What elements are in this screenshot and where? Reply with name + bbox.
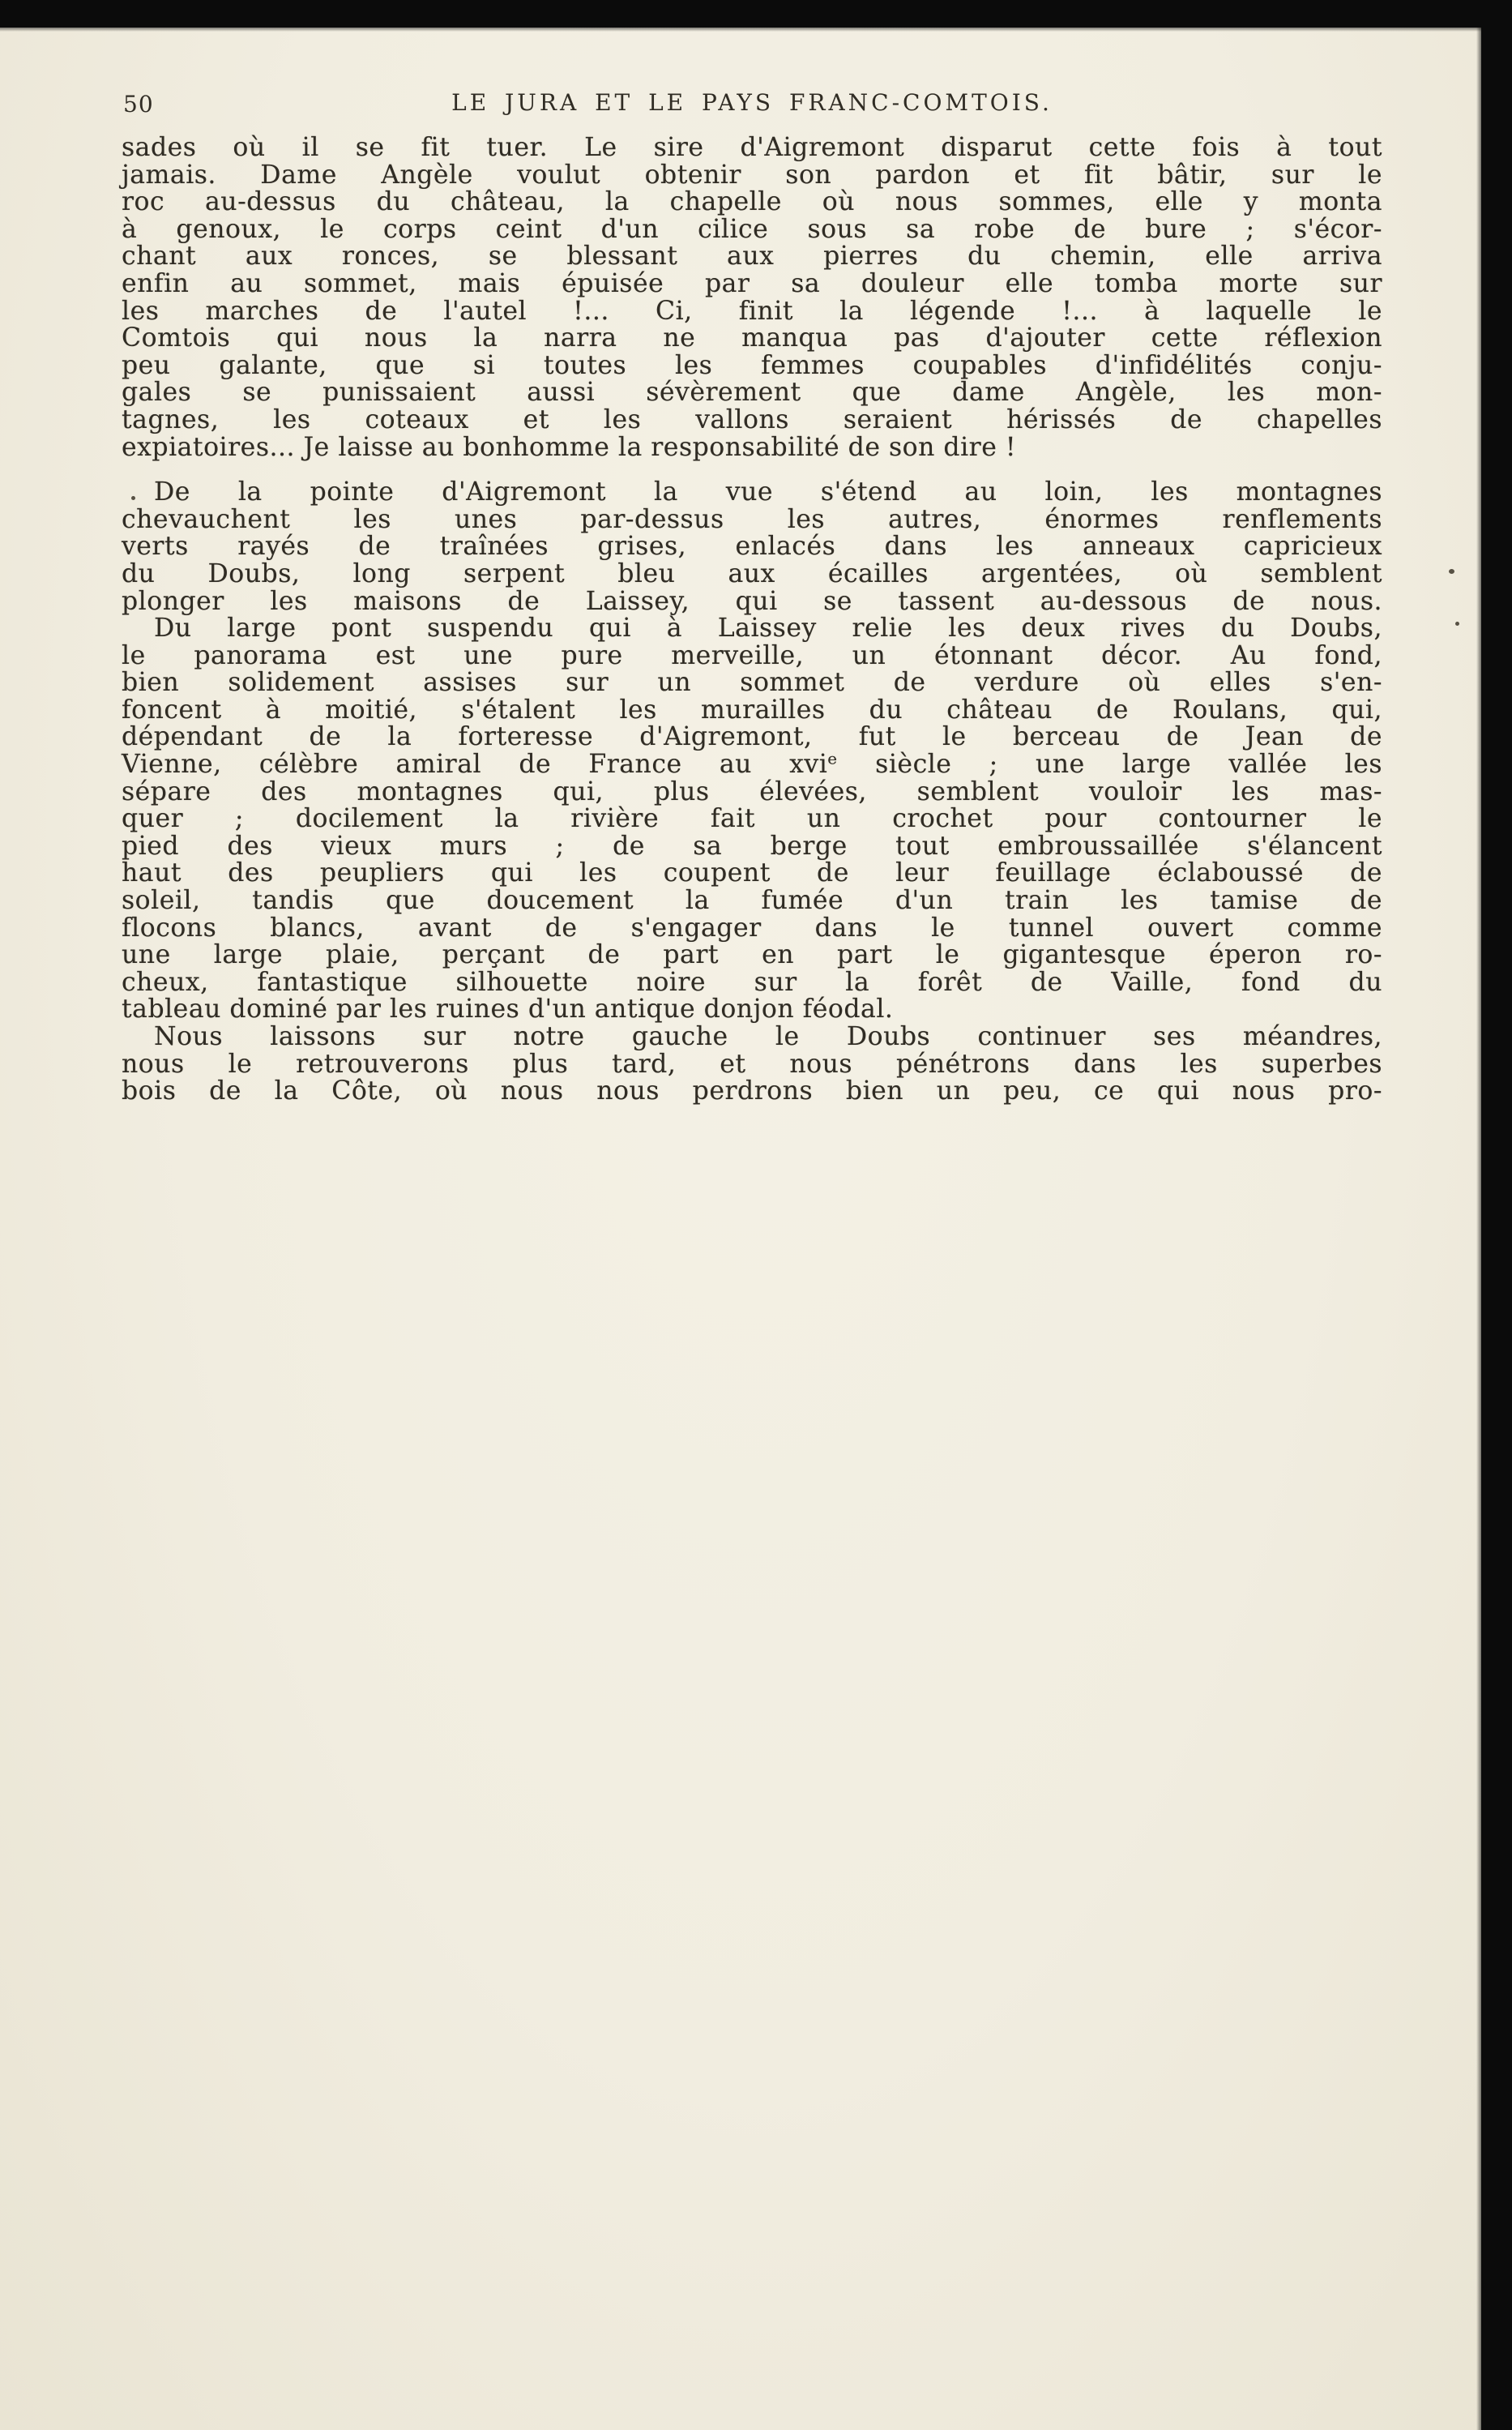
paragraph (122, 135, 1382, 461)
text-line: chant aux ronces, se blessant aux pierres du chemin, elle arriva (122, 242, 1382, 272)
paragraph (122, 479, 1382, 615)
running-title: LE JURA ET LE PAYS FRANC-COMTOIS. (451, 89, 1053, 116)
text-line: haut des peupliers qui les coupent de leur feuillage éclaboussé de (122, 858, 1382, 888)
text-line: jamais. Dame Angèle voulut obtenir son pardon et fit bâtir, sur le (122, 160, 1382, 190)
paragraph (122, 615, 1382, 1024)
text-line: bois de la Côte, où nous nous perdrons bien un peu, ce qui nous pro- (122, 1076, 1382, 1106)
scan-border-right (1481, 0, 1512, 2430)
text-line: verts rayés de traînées grises, enlacés dans les anneaux capricieux (122, 532, 1382, 562)
text-line: pied des vieux murs ; de sa berge tout embroussaillée s'élancent (122, 831, 1382, 861)
text-line: Comtois qui nous la narra ne manqua pas d'ajouter cette réflexion (122, 323, 1382, 353)
scan-border-top (0, 0, 1512, 28)
text-line: le panorama est une pure merveille, un étonnant décor. Au fond, (122, 640, 1382, 670)
paragraph (122, 1024, 1382, 1106)
text-line: à genoux, le corps ceint d'un cilice sous sa robe de bure ; s'écor- (122, 214, 1382, 244)
scan-speck (131, 496, 135, 500)
text-line: tableau dominé par les ruines d'un antique donjon féodal. (122, 995, 894, 1025)
text-line: les marches de l'autel !... Ci, finit la légende !... à laquelle le (122, 296, 1382, 326)
text-line: quer ; docilement la rivière fait un crochet pour contourner le (122, 804, 1382, 834)
text-line: Du large pont suspendu qui à Laissey relie les deux rives du Doubs, (154, 614, 1382, 644)
page-number: 50 (123, 91, 154, 118)
text-line: foncent à moitié, s'étalent les murailles du château de Roulans, qui, (122, 695, 1382, 725)
text-line: gales se punissaient aussi sévèrement que dame Angèle, les mon- (122, 378, 1382, 408)
text-line: peu galante, que si toutes les femmes coupables d'infidélités conju- (122, 350, 1382, 380)
text-line: sépare des montagnes qui, plus élevées, semblent vouloir les mas- (122, 776, 1382, 806)
text-line: roc au-dessus du château, la chapelle où nous sommes, elle y monta (122, 187, 1382, 217)
text-line: enfin au sommet, mais épuisée par sa douleur elle tomba morte sur (122, 268, 1382, 298)
text-line: une large plaie, perçant de part en part le gigantesque éperon ro- (122, 940, 1382, 970)
text-line: flocons blancs, avant de s'engager dans le tunnel ouvert comme (122, 913, 1382, 943)
text-line: du Doubs, long serpent bleu aux écailles argentées, où semblent (122, 558, 1382, 588)
scan-speck (1449, 569, 1454, 574)
text-line: De la pointe d'Aigremont la vue s'étend au loin, les montagnes (154, 477, 1382, 507)
text-line: chevauchent les unes par-dessus les autres, énormes renflements (122, 504, 1382, 534)
text-line: plonger les maisons de Laissey, qui se tassent au-dessous de nous. (122, 586, 1382, 616)
text-line: Nous laissons sur notre gauche le Doubs continuer ses méandres, (154, 1022, 1382, 1051)
text-line: dépendant de la forteresse d'Aigremont, fut le berceau de Jean de (122, 722, 1382, 752)
text-line: sades où il se fit tuer. Le sire d'Aigremont disparut cette fois à tout (122, 133, 1382, 162)
text-line: nous le retrouverons plus tard, et nous pénétrons dans les superbes (122, 1049, 1382, 1079)
text-line: Vienne, célèbre amiral de France au xviᵉ siècle ; une large vallée les (122, 750, 1382, 780)
text-block (122, 135, 1382, 1106)
text-line: expiatoires... Je laisse au bonhomme la responsabilité de son dire ! (122, 432, 1017, 462)
text-line: tagnes, les coteaux et les vallons seraient hérissés de chapelles (122, 404, 1382, 434)
text-line: soleil, tandis que doucement la fumée d'un train les tamise de (122, 886, 1382, 916)
running-head (122, 88, 1382, 120)
text-line: cheux, fantastique silhouette noire sur la forêt de Vaille, fond du (122, 967, 1382, 997)
text-line: bien solidement assises sur un sommet de verdure où elles s'en- (122, 668, 1382, 698)
scan-speck (1455, 622, 1459, 626)
